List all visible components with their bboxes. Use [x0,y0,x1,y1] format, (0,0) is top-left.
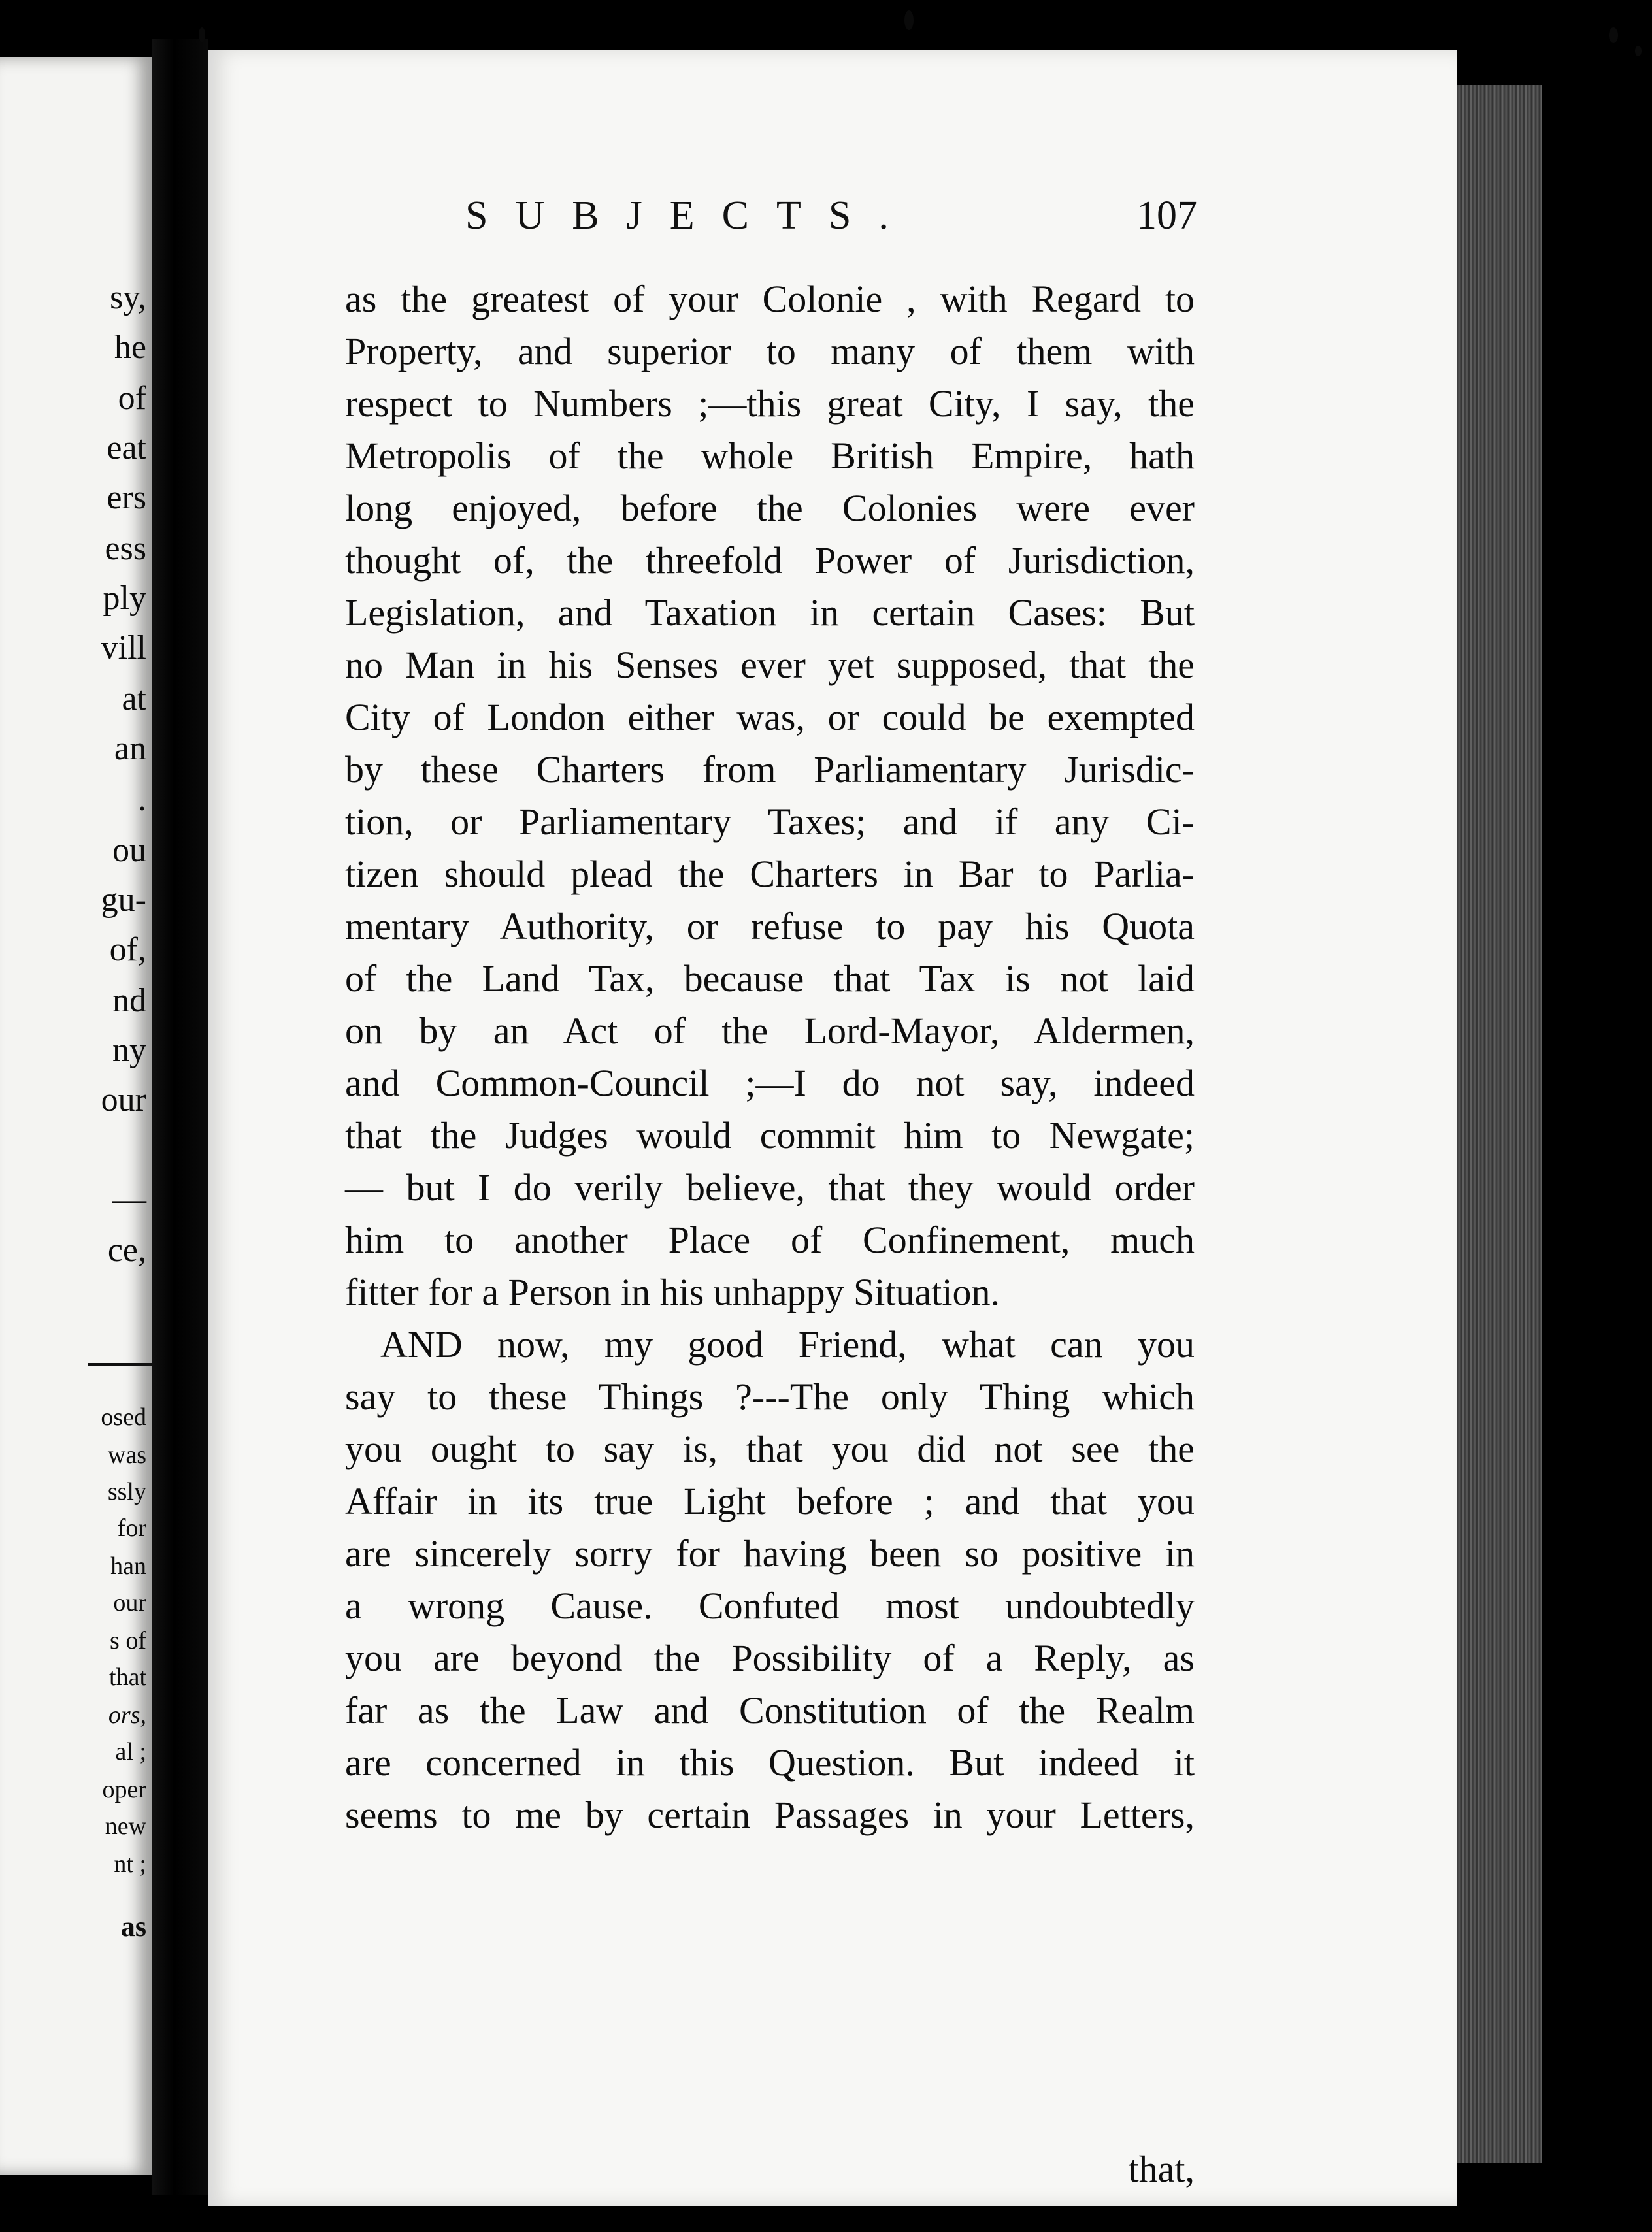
left-fragment: nd [112,982,146,1019]
left-note-fragment: nt ; [114,1850,146,1878]
left-fragment: — [112,1181,146,1218]
left-note-fragment: new [105,1813,146,1840]
text-line: you are beyond the Possibility of a Reply, as [345,1637,1195,1679]
edge-shadow [1542,0,1652,2232]
text-line: as the greatest of your Colonie , with Regard to [345,278,1195,320]
text-line: say to these Things ?---The only Thing which [345,1375,1195,1418]
catchword: that, [1128,2148,1195,2190]
left-facing-page [0,57,152,2175]
footnote-rule [88,1363,152,1366]
left-fragment: gu- [101,881,146,919]
left-fragment: of, [109,931,146,968]
left-fragment: he [114,329,146,366]
text-line: respect to Numbers ;—this great City, I say, the [345,382,1195,425]
text-line: of the Land Tax, because that Tax is not laid [345,957,1195,1000]
left-fragment: ny [112,1032,146,1069]
left-catchword: as [120,1911,146,1943]
left-note-fragment: that [109,1664,146,1691]
text-line: are sincerely sorry for having been so positive in [345,1532,1195,1575]
left-fragment: ess [105,530,146,567]
left-note-fragment: our [113,1589,146,1617]
left-note-fragment: han [110,1552,146,1580]
scan-speck [199,27,205,42]
running-head-title: SUBJECTS. [465,193,916,238]
text-line: are concerned in this Question. But indeed it [345,1741,1195,1784]
left-note-fragment: was [107,1441,146,1469]
body-text [345,273,1195,2190]
text-line: fitter for a Person in his unhappy Situation. [345,1271,1000,1313]
left-fragment: . [138,781,146,818]
left-fragment: an [114,730,146,767]
left-fragment: of [118,380,146,417]
left-note-fragment: ssly [107,1478,146,1505]
text-line: far as the Law and Constitution of the Realm [345,1689,1195,1731]
left-fragment: ou [112,832,146,869]
page-fore-edge [1457,85,1542,2163]
left-fragment: vill [101,629,146,666]
scan-speck [904,10,914,30]
text-line: Legislation, and Taxation in certain Cases: But [345,591,1195,634]
left-fragment: ce, [107,1232,146,1269]
text-line: Metropolis of the whole British Empire, hath [345,435,1195,477]
text-line: mentary Authority, or refuse to pay his Quota [345,905,1195,947]
text-line: Property, and superior to many of them with [345,330,1195,372]
text-line: — but I do verily believe, that they would order [345,1166,1195,1209]
left-fragment: eat [107,429,146,467]
running-head [465,189,1197,242]
text-line: seems to me by certain Passages in your Letters, [345,1794,1195,1836]
text-line: him to another Place of Confinement, much [345,1219,1195,1261]
left-fragment: ers [107,479,146,516]
text-line: no Man in his Senses ever yet supposed, that the [345,644,1195,686]
text-line: and Common-Council ;—I do not say, indeed [345,1062,1195,1104]
page-number: 107 [1136,193,1197,238]
left-fragment: our [101,1081,146,1119]
left-note-fragment: ors, [108,1701,146,1729]
left-fragment: ply [103,580,146,617]
text-line: that the Judges would commit him to Newgate; [345,1114,1195,1157]
text-line: on by an Act of the Lord-Mayor, Aldermen, [345,1009,1195,1052]
text-line: long enjoyed, before the Colonies were ever [345,487,1195,529]
left-note-fragment: al ; [115,1738,146,1765]
left-note-fragment: for [117,1515,146,1542]
text-line: by these Charters from Parliamentary Jurisdic- [345,748,1195,791]
scan-speck [1635,46,1642,56]
text-line: AND now, my good Friend, what can you [380,1323,1195,1366]
scan-speck [1609,27,1618,43]
book-gutter [152,39,208,2195]
text-line: thought of, the threefold Power of Jurisdiction, [345,539,1195,582]
left-note-fragment: osed [101,1403,146,1431]
left-fragment: at [122,680,146,717]
left-fragment: sy, [110,279,146,316]
text-line: tion, or Parliamentary Taxes; and if any Ci- [345,800,1195,843]
text-line: Affair in its true Light before ; and that you [345,1480,1195,1522]
text-line: City of London either was, or could be exempted [345,696,1195,738]
left-note-fragment: s of [110,1627,146,1654]
text-line: a wrong Cause. Confuted most undoubtedly [345,1584,1195,1627]
left-note-fragment: oper [102,1776,146,1803]
text-line: tizen should plead the Charters in Bar to Parlia- [345,853,1195,895]
text-line: you ought to say is, that you did not see the [345,1428,1195,1470]
